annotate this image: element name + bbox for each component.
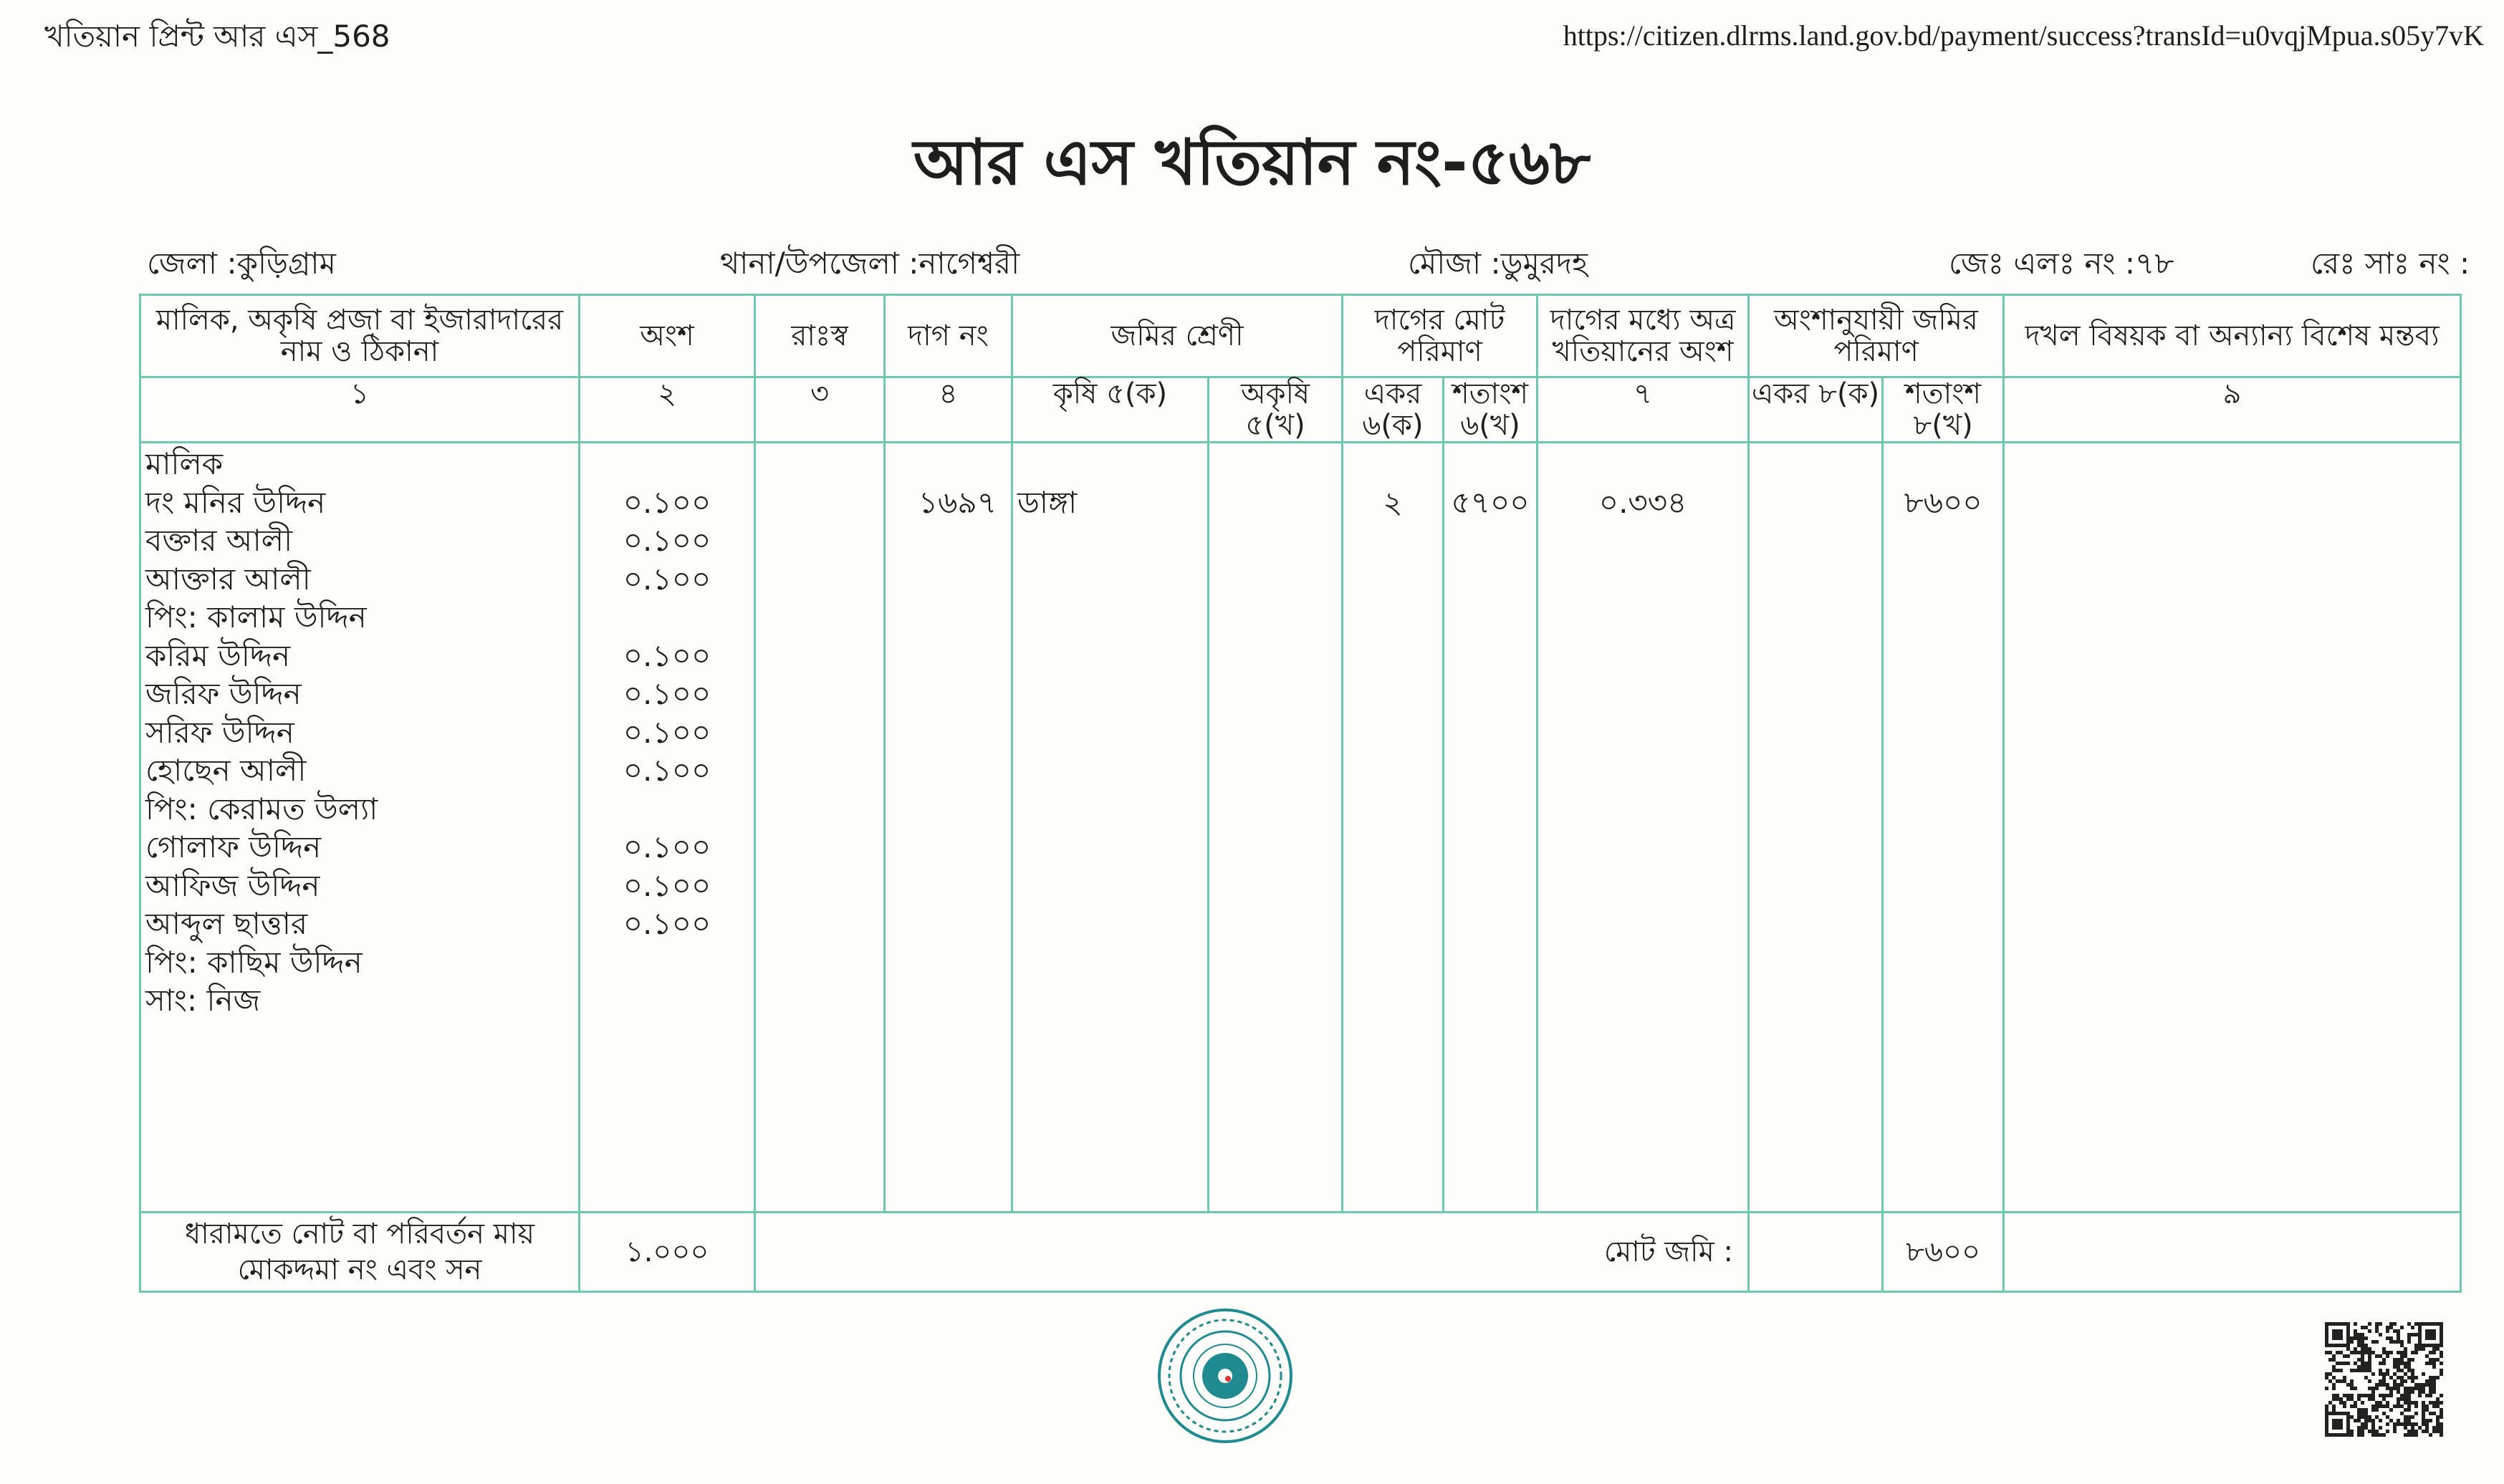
dag-decimal: ৫৭০০ <box>1451 484 1530 520</box>
header-land-class: জমির শ্রেণী <box>1012 295 1343 377</box>
body-row <box>140 443 2461 1213</box>
land-class-agri: ডাঙ্গা <box>1017 484 1078 520</box>
share-decimal: ৮৬০০ <box>1904 484 1982 520</box>
owner-ansh <box>580 790 754 829</box>
owner-name: আব্দুল ছাত্তার <box>145 906 308 941</box>
owner-ansh <box>580 943 754 982</box>
land-class-nonagri <box>1209 443 1343 1213</box>
owner-name: মালিক <box>145 446 224 481</box>
owner-ansh <box>580 598 754 637</box>
source-url: https://citizen.dlrms.land.gov.bd/payment/success?transId=u0vqjMpua.s05y7vK <box>1563 19 2484 52</box>
owner-ansh: ০.১০০ <box>623 867 711 903</box>
owner-name: পিং: কালাম উদ্দিন <box>145 599 367 635</box>
page-title: আর এস খতিয়ান নং-৫৬৮ <box>913 125 1591 199</box>
total-acre <box>1749 1213 1883 1292</box>
col-number-2: ২ <box>580 377 755 443</box>
header-dag-share: দাগের মধ্যে অত্র খতিয়ানের অংশ <box>1538 295 1749 377</box>
upazila-field: থানা/উপজেলা :নাগেশ্বরী <box>720 246 1020 281</box>
remarks-cell <box>2004 443 2461 1213</box>
header-row <box>140 295 2461 377</box>
header-revenue: রাঃস্ব <box>755 295 885 377</box>
col-number-7: ৭ <box>1538 377 1749 443</box>
owner-name: সরিফ উদ্দিন <box>145 714 294 750</box>
header-dag: দাগ নং <box>885 295 1012 377</box>
owner-ansh: ০.১০০ <box>623 676 711 711</box>
owner-ansh: ০.১০০ <box>623 637 711 673</box>
owner-name: আক্তার আলী <box>145 561 311 597</box>
col-number-5b: অকৃষি ৫(খ) <box>1209 377 1343 443</box>
ansh-cell <box>580 443 755 1213</box>
col-number-5a: কৃষি ৫(ক) <box>1012 377 1209 443</box>
dag-acre: ২ <box>1383 484 1403 520</box>
qr-code-icon <box>2325 1322 2443 1437</box>
total-ansh: ১.০০০ <box>580 1213 755 1292</box>
footer-remarks <box>2004 1213 2461 1292</box>
header-share-land: অংশানুযায়ী জমির পরিমাণ <box>1749 295 2004 377</box>
owner-name: পিং: কেরামত উল্যা <box>145 791 378 827</box>
jl-number-field: জেঃ এলঃ নং :৭৮ <box>1949 246 2174 281</box>
owner-ansh: ০.১০০ <box>623 561 711 597</box>
revenue-cell <box>755 443 885 1213</box>
col-number-9: ৯ <box>2004 377 2461 443</box>
total-land-label: মোট জমি : <box>755 1213 1749 1292</box>
header-owner: মালিক, অকৃষি প্রজা বা ইজারাদারের নাম ও ঠিকানা <box>140 295 580 377</box>
owner-name: বক্তার আলী <box>145 523 293 558</box>
owner-ansh: ০.১০০ <box>623 714 711 750</box>
owner-ansh: ০.১০০ <box>623 484 711 520</box>
col-number-8a: একর ৮(ক) <box>1749 377 1883 443</box>
owner-ansh: ০.১০০ <box>623 829 711 864</box>
dag-number: ১৬৯৭ <box>918 484 997 520</box>
owner-ansh: ০.১০০ <box>623 906 711 941</box>
khatian-table <box>139 294 2462 1293</box>
owner-names-cell <box>140 443 580 1213</box>
owner-ansh <box>580 445 754 483</box>
district-field: জেলা :কুড়িগ্রাম <box>147 246 336 281</box>
owner-name: হোছেন আলী <box>145 753 307 788</box>
mouza-field: মৌজা :ডুমুরদহ <box>1408 246 1588 281</box>
owner-name: পিং: কাছিম উদ্দিন <box>145 944 363 980</box>
owner-name: গোলাফ উদ্দিন <box>145 829 322 864</box>
owner-name: আফিজ উদ্দিন <box>145 867 320 903</box>
owner-name: দং মনির উদ্দিন <box>145 484 326 520</box>
col-number-4: ৪ <box>885 377 1012 443</box>
footer-note: ধারামতে নোট বা পরিবর্তন মায় মোকদ্দমা নং এবং সন <box>140 1213 580 1292</box>
owner-ansh <box>580 981 754 1020</box>
office-seal-icon <box>1156 1307 1294 1445</box>
owner-ansh: ০.১০০ <box>623 523 711 558</box>
col-number-6b: শতাংশ ৬(খ) <box>1444 377 1538 443</box>
header-remarks: দখল বিষয়ক বা অন্যান্য বিশেষ মন্তব্য <box>2004 295 2461 377</box>
owner-name: সাং: নিজ <box>145 983 261 1018</box>
col-number-6a: একর ৬(ক) <box>1343 377 1444 443</box>
owner-name: জরিফ উদ্দিন <box>145 676 302 711</box>
footer-row <box>140 1213 2461 1292</box>
col-number-3: ৩ <box>755 377 885 443</box>
col-number-1: ১ <box>140 377 580 443</box>
header-ansh: অংশ <box>580 295 755 377</box>
share-acre <box>1749 443 1883 1213</box>
col-number-8b: শতাংশ ৮(খ) <box>1883 377 2004 443</box>
subheader-row <box>140 377 2461 443</box>
khatian-share: ০.৩৩৪ <box>1598 484 1687 520</box>
header-dag-total: দাগের মোট পরিমাণ <box>1343 295 1538 377</box>
reg-number-field: রেঃ সাঃ নং : <box>2311 246 2470 281</box>
total-decimal: ৮৬০০ <box>1883 1213 2004 1292</box>
owner-name: করিম উদ্দিন <box>145 637 291 673</box>
document-label: খতিয়ান প্রিন্ট আর এস_568 <box>44 19 390 54</box>
owner-ansh: ০.১০০ <box>623 753 711 788</box>
